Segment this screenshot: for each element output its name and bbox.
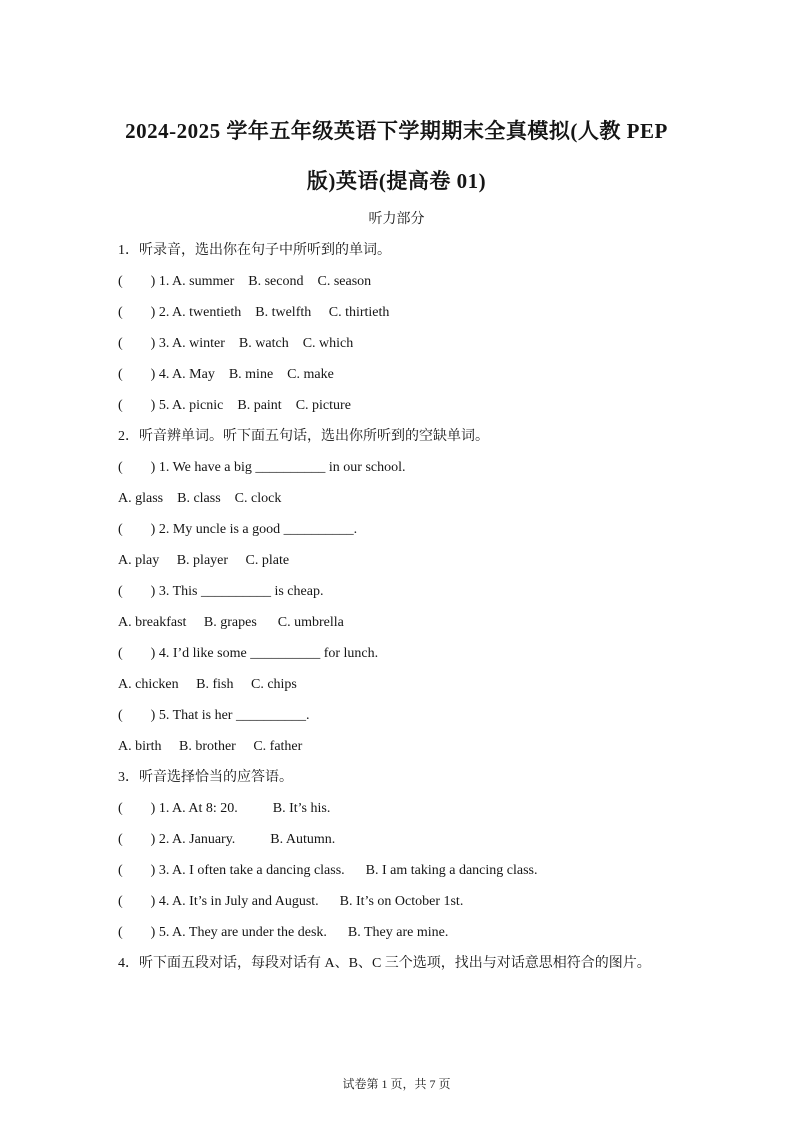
section-1-question-3: ( ) 3. A. winter B. watch C. which [118, 336, 354, 351]
title-line-2: 版)英语(提高卷 01) [306, 169, 487, 193]
page-title [118, 106, 675, 206]
question-body [118, 235, 675, 979]
section-2-question-1: ( ) 1. We have a big __________ in our school. [118, 460, 406, 475]
section-1-question-1: ( ) 1. A. summer B. second C. season [118, 274, 372, 289]
section-3-question-4: ( ) 4. A. It’s in July and August. B. It’s on October 1st. [118, 894, 464, 909]
page-number-footer: 试卷第 1 页，共 7 页 [342, 1077, 451, 1091]
section-2-question-3: ( ) 3. This __________ is cheap. [118, 584, 324, 599]
section-2-question-5: ( ) 5. That is her __________. [118, 708, 310, 723]
section-2-question-5-options: A. birth B. brother C. father [118, 739, 303, 754]
section-1-question-4: ( ) 4. A. May B. mine C. make [118, 367, 334, 382]
section-1-heading: 1．听录音，选出你在句子中所听到的单词。 [118, 243, 391, 258]
section-2-question-1-options: A. glass B. class C. clock [118, 491, 282, 506]
section-3-question-1: ( ) 1. A. At 8: 20. B. It’s his. [118, 801, 331, 816]
section-2-question-2: ( ) 2. My uncle is a good __________. [118, 522, 358, 537]
section-3-question-5: ( ) 5. A. They are under the desk. B. They are mine. [118, 925, 449, 940]
section-3-question-2: ( ) 2. A. January. B. Autumn. [118, 832, 336, 847]
section-1-question-2: ( ) 2. A. twentieth B. twelfth C. thirtieth [118, 305, 390, 320]
section-1-question-5: ( ) 5. A. picnic B. paint C. picture [118, 398, 351, 413]
section-2-question-2-options: A. play B. player C. plate [118, 553, 290, 568]
section-2-question-3-options: A. breakfast B. grapes C. umbrella [118, 615, 344, 630]
section-2-question-4-options: A. chicken B. fish C. chips [118, 677, 297, 692]
section-2-heading: 2．听音辨单词。听下面五句话，选出你所听到的空缺单词。 [118, 429, 489, 444]
section-3-question-3: ( ) 3. A. I often take a dancing class. B. I am taking a dancing class. [118, 863, 538, 878]
section-3-heading: 3．听音选择恰当的应答语。 [118, 770, 293, 785]
listening-part-label: 听力部分 [368, 212, 425, 227]
section-2-question-4: ( ) 4. I’d like some __________ for lunch. [118, 646, 379, 661]
section-4-heading: 4．听下面五段对话，每段对话有 A、B、C 三个选项，找出与对话意思相符合的图片。 [118, 956, 651, 971]
title-line-1: 2024-2025 学年五年级英语下学期期末全真模拟(人教 PEP [125, 119, 668, 143]
